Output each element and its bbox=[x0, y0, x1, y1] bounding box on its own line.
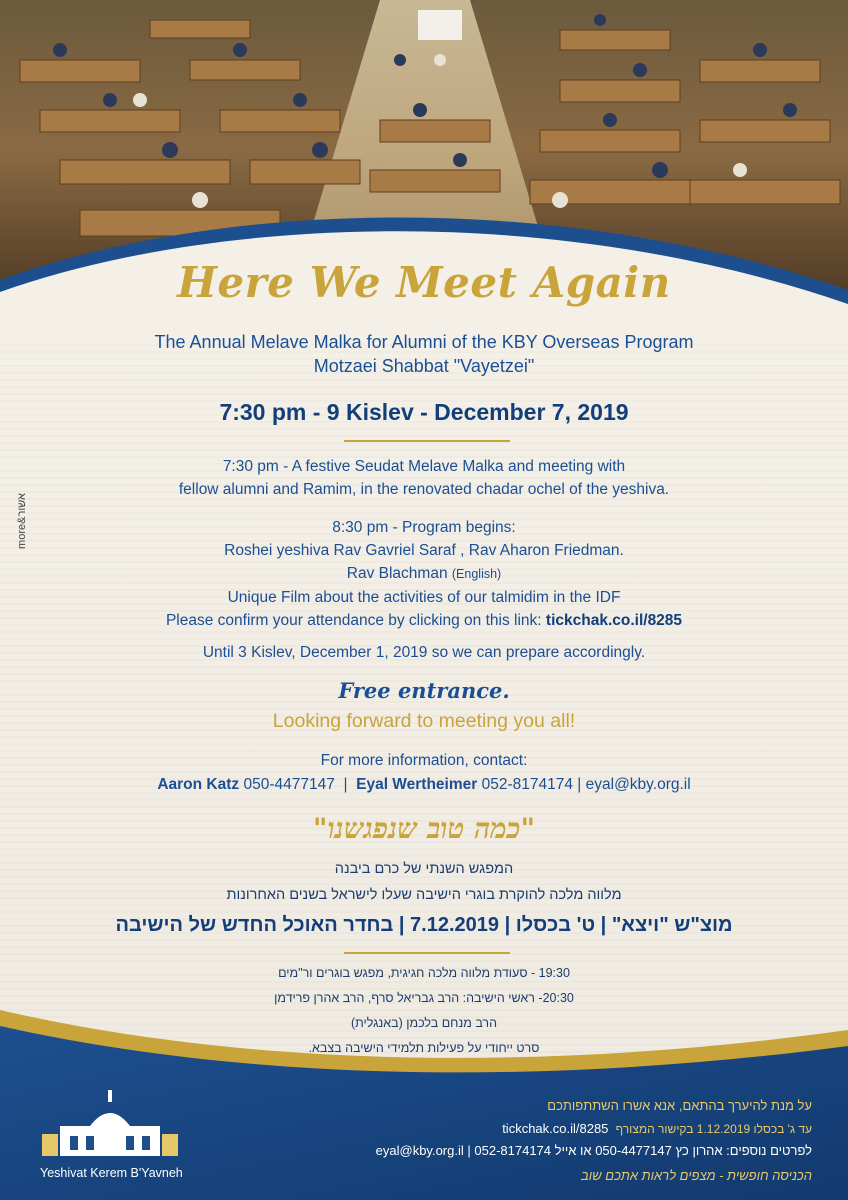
hebrew-line2: מלווה מלכה להוקרת בוגרי הישיבה שעלו לישראל בשנים האחרונות bbox=[226, 887, 622, 903]
gold-divider bbox=[344, 952, 510, 954]
festive-meal-text bbox=[0, 455, 848, 501]
designer-credit bbox=[10, 480, 30, 570]
contact-email[interactable]: eyal@kby.org.il bbox=[585, 776, 691, 793]
contact-line bbox=[0, 773, 848, 797]
festive-line1: 7:30 pm - A festive Seudat Melave Malka and meeting with bbox=[222, 458, 626, 475]
contact-info bbox=[0, 749, 848, 797]
hebrew-schedule-2: 20:30- ראשי הישיבה: הרב גבריאל סרף, הרב אהרן פרידמן bbox=[274, 991, 574, 1005]
gold-divider bbox=[344, 440, 510, 442]
contact-heading: For more information, contact: bbox=[320, 752, 528, 769]
hebrew-date: מוצ"ש "ויצא" | ט' בכסלו | 7.12.2019 | בחדר האוכל החדש של הישיבה bbox=[115, 914, 733, 936]
roshei-yeshiva: Roshei yeshiva Rav Gavriel Saraf , Rav Aharon Friedman. bbox=[224, 542, 624, 559]
rav-blachman: Rav Blachman bbox=[346, 565, 448, 582]
confirm-link[interactable]: tickchak.co.il/8285 bbox=[545, 612, 683, 629]
event-date: 7:30 pm - 9 Kislev - December 7, 2019 bbox=[219, 399, 629, 425]
hebrew-schedule-4: סרט ייחודי על פעילות תלמידי הישיבה בצבא. bbox=[308, 1041, 540, 1055]
festive-line2: fellow alumni and Ramim, in the renovated chadar ochel of the yeshiva. bbox=[178, 481, 670, 498]
contact-name2: Eyal Wertheimer bbox=[356, 776, 478, 793]
contact-name1: Aaron Katz bbox=[157, 776, 240, 793]
subtitle-line1: The Annual Melave Malka for Alumni of the KBY Overseas Program bbox=[154, 332, 694, 352]
credit-text: more&אשור bbox=[16, 493, 28, 549]
footer-line3: לפרטים נוספים: אהרון כץ 050-4477147 או אייל 052-8174174 | eyal@kby.org.il bbox=[375, 1143, 812, 1158]
yeshiva-logo bbox=[40, 1082, 180, 1162]
yeshiva-name: Yeshivat Kerem B'Yavneh bbox=[40, 1166, 183, 1180]
program-begins: 8:30 pm - Program begins: bbox=[332, 519, 516, 536]
looking-forward: Looking forward to meeting you all! bbox=[272, 710, 576, 732]
event-title: Here We Meet Again bbox=[177, 258, 671, 307]
program-text bbox=[0, 516, 848, 632]
footer-line4: הכניסה חופשית - מצפים לראות אתכם שוב bbox=[581, 1168, 812, 1183]
rsvp-deadline: Until 3 Kislev, December 1, 2019 so we can prepare accordingly. bbox=[202, 644, 646, 661]
hebrew-title: "כמה טוב שנפגשנו" bbox=[312, 812, 536, 845]
footer-link[interactable]: tickchak.co.il/8285 bbox=[502, 1121, 609, 1136]
footer-line2 bbox=[502, 1121, 812, 1136]
separator: | bbox=[343, 776, 348, 793]
english-note: (English) bbox=[451, 567, 502, 581]
film-line: Unique Film about the activities of our talmidim in the IDF bbox=[227, 589, 621, 606]
rav-blachman-line bbox=[0, 562, 848, 586]
confirm-text: Please confirm your attendance by clicking on this link: bbox=[165, 612, 542, 629]
hebrew-schedule-3: הרב מנחם בלכמן (באנגלית) bbox=[350, 1016, 498, 1030]
contact-phone2[interactable]: 052-8174174 bbox=[481, 776, 573, 793]
footer-deadline: עד ג' בכסלו 1.12.2019 בקישור המצורף bbox=[615, 1122, 812, 1136]
hebrew-line1: המפגש השנתי של כרם ביבנה bbox=[334, 861, 514, 877]
separator: | bbox=[577, 776, 582, 793]
free-entrance: Free entrance. bbox=[338, 678, 510, 703]
event-subtitle bbox=[0, 330, 848, 378]
contact-phone1[interactable]: 050-4477147 bbox=[243, 776, 335, 793]
confirm-line bbox=[0, 609, 848, 632]
hebrew-schedule-1: 19:30 - סעודת מלווה מלכה חגיגית, מפגש בוגרים ור"מים bbox=[278, 966, 570, 980]
subtitle-line2: Motzaei Shabbat "Vayetzei" bbox=[313, 356, 535, 376]
footer-line1: על מנת להיערך בהתאם, אנא אשרו השתתפותכם bbox=[547, 1098, 812, 1113]
